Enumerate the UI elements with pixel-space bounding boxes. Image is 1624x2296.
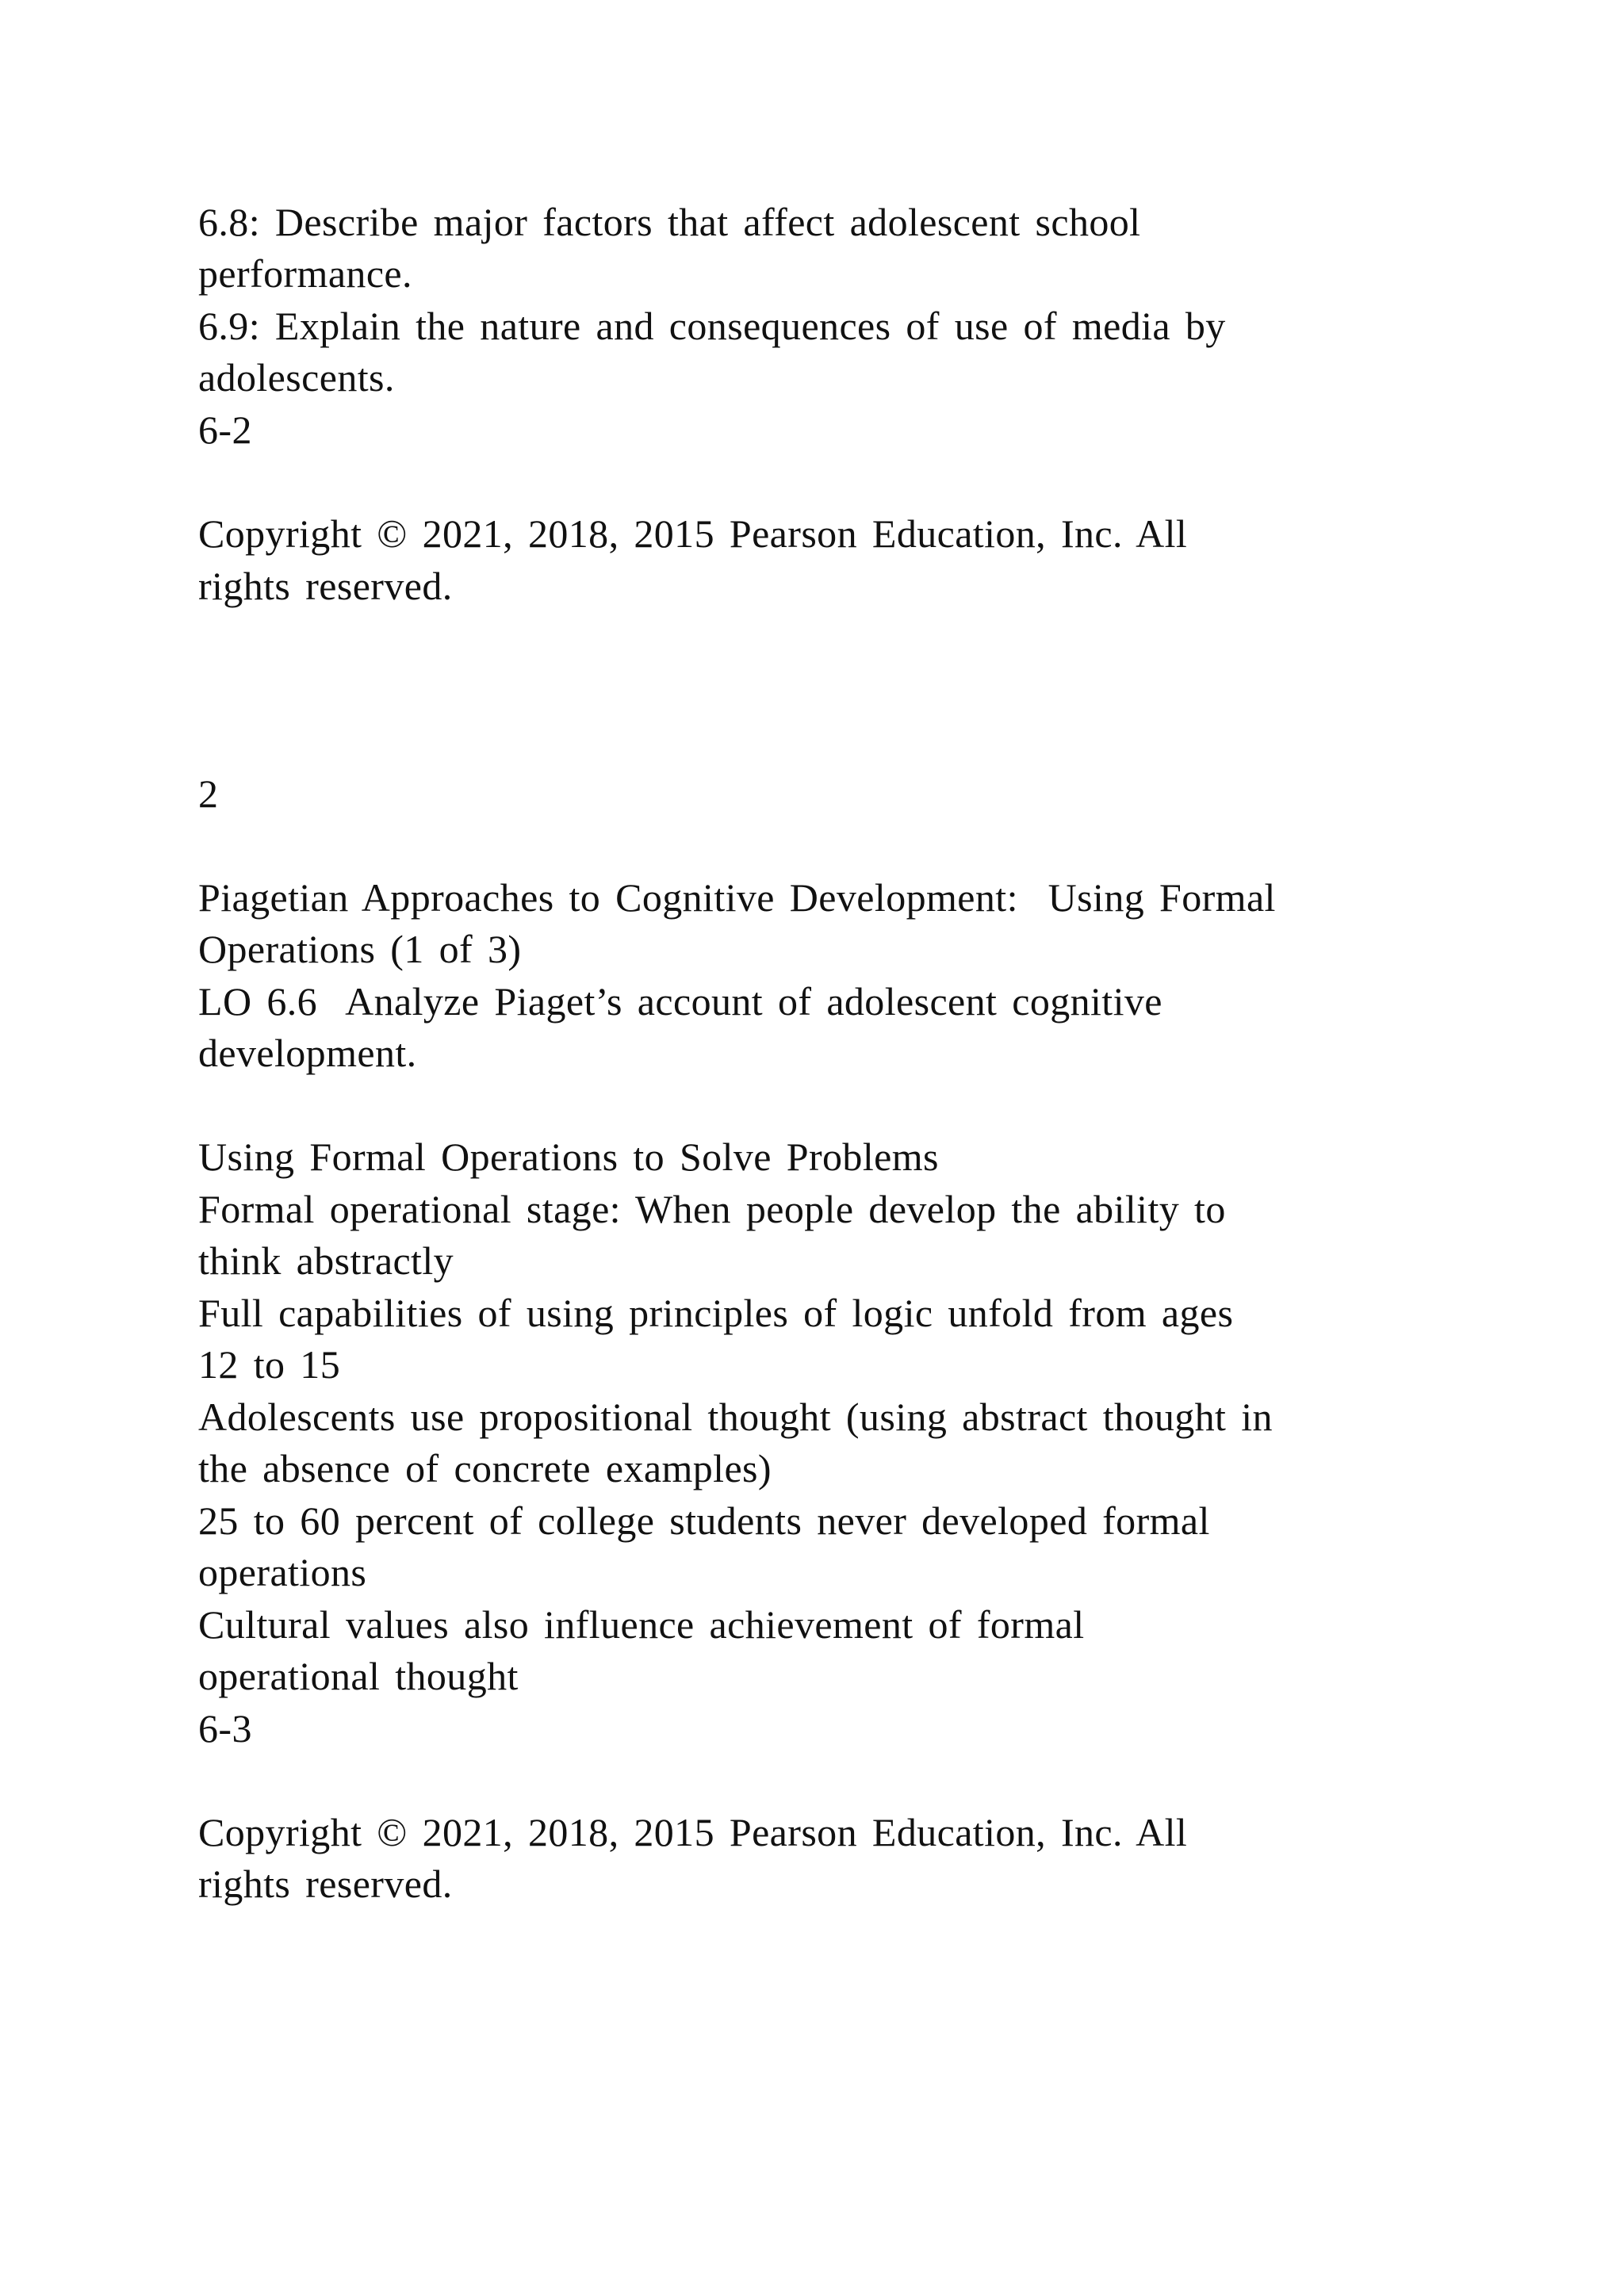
copyright-line-2: rights reserved.: [198, 1862, 453, 1906]
body-line: operations: [198, 1550, 367, 1594]
objective-6-8-line-1: 6.8: Describe major factors that affect adolescent school: [198, 200, 1141, 244]
learning-objective-line-1: LO 6.6 Analyze Piaget’s account of adolescent cognitive: [198, 979, 1162, 1024]
copyright-line-1: Copyright © 2021, 2018, 2015 Pearson Education, Inc. All: [198, 511, 1188, 556]
body-line: Cultural values also influence achievement of formal: [198, 1602, 1085, 1647]
body-line: 25 to 60 percent of college students never developed formal: [198, 1498, 1210, 1543]
copyright-line-1: Copyright © 2021, 2018, 2015 Pearson Education, Inc. All: [198, 1810, 1188, 1854]
body-line: Adolescents use propositional thought (using abstract thought in: [198, 1395, 1273, 1439]
body-line: Formal operational stage: When people develop the ability to: [198, 1187, 1226, 1231]
section-title-line-1: Piagetian Approaches to Cognitive Development: Using Formal: [198, 875, 1276, 920]
body-line: think abstractly: [198, 1238, 454, 1283]
objective-6-8-line-2: performance.: [198, 251, 412, 296]
subsection-heading: Using Formal Operations to Solve Problems: [198, 1135, 939, 1179]
body-line: 12 to 15: [198, 1342, 341, 1387]
page-number: 2: [198, 771, 219, 816]
slide-number: 6-2: [198, 408, 252, 452]
slide-number: 6-3: [198, 1706, 252, 1751]
objective-6-9-line-2: adolescents.: [198, 355, 395, 400]
copyright-line-2: rights reserved.: [198, 564, 453, 608]
body-line: the absence of concrete examples): [198, 1446, 772, 1490]
section-title-line-2: Operations (1 of 3): [198, 927, 522, 971]
body-line: operational thought: [198, 1654, 519, 1698]
objective-6-9-line-1: 6.9: Explain the nature and consequences of use of media by: [198, 304, 1226, 348]
body-line: Full capabilities of using principles of logic unfold from ages: [198, 1291, 1234, 1335]
learning-objective-line-2: development.: [198, 1031, 417, 1075]
